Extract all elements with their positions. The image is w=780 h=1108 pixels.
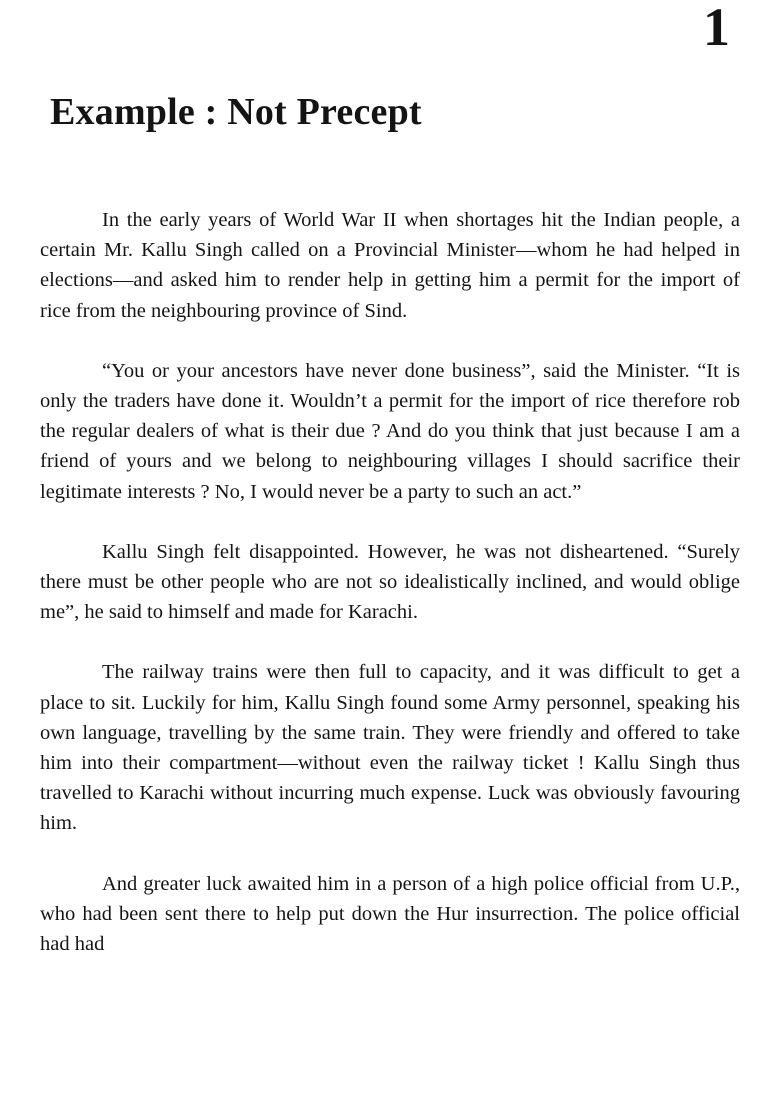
paragraph-4: The railway trains were then full to capacity, and it was difficult to get a place to sit. Luckily for him, Kallu Singh found some Army personnel, speaking his own language, travelling by the same train. They were friendly and offered to take him into their compartment—without even the railway ticket ! Kallu Singh thus travelled to Karachi without incurring much expense. Luck was obviously favouring him. [40,661,740,835]
chapter-title: Example : Not Precept [50,91,422,133]
paragraph-1: In the early years of World War II when shortages hit the Indian people, a certain Mr. Kallu Singh called on a Provincial Minister—whom he had helped in elections—and asked him to render help in getting him a permit for the import of rice from the neighbouring province of Sind. [40,209,740,322]
body-text [40,205,740,989]
paragraph-2: “You or your ancestors have never done business”, said the Minister. “It is only the traders have done it. Wouldn’t a permit for the import of rice therefore rob the regular dealers of what is their due ? And do you think that just because I am a friend of yours and we belong to neighbouring villages I should sacrifice their legitimate interests ? No, I would never be a party to such an act.” [40,359,740,503]
chapter-number: 1 [703,0,730,57]
paragraph-5: And greater luck awaited him in a person of a high police official from U.P., who had been sent there to help put down the Hur insurrection. The police official had had [40,872,740,956]
paragraph-3: Kallu Singh felt disappointed. However, he was not disheartened. “Surely there must be other people who are not so idealistically inclined, and would oblige me”, he said to himself and made for Karachi. [40,540,740,624]
